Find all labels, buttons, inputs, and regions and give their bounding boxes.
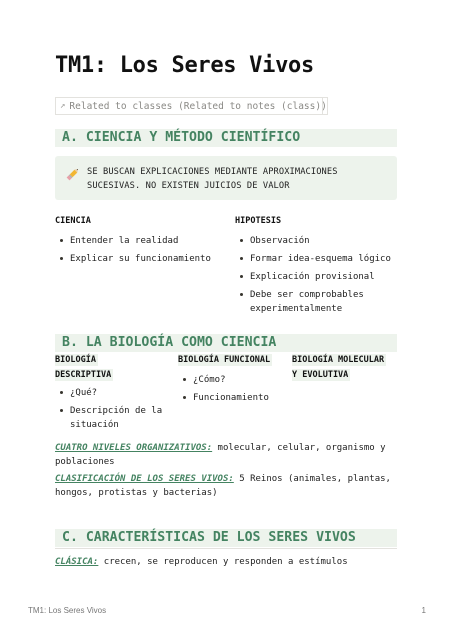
header-line: Y EVOLUTIVA bbox=[292, 370, 349, 380]
related-classes-text: Related to classes (Related to notes (class)) bbox=[69, 100, 327, 112]
ciencia-header: CIENCIA bbox=[55, 216, 91, 226]
biologia-molecular-header bbox=[292, 353, 386, 383]
list-item: ¿Cómo? bbox=[178, 373, 288, 387]
biologia-funcional-list bbox=[178, 373, 288, 409]
footer-doc-title: TM1: Los Seres Vivos bbox=[28, 606, 107, 615]
biologia-descriptiva-header bbox=[55, 353, 113, 383]
hipotesis-list bbox=[235, 234, 400, 320]
list-item: Funcionamiento bbox=[178, 391, 288, 405]
list-item: Debe ser comprobables experimentalmente bbox=[235, 288, 400, 316]
arrow-up-right-icon: ↗ bbox=[60, 101, 66, 111]
clasica-text: crecen, se reproducen y responden a estímulos bbox=[98, 557, 348, 567]
section-b-heading: B. LA BIOLOGÍA COMO CIENCIA bbox=[55, 334, 397, 352]
header-line: BIOLOGÍA FUNCIONAL bbox=[178, 355, 271, 365]
clasica-label: CLÁSICA: bbox=[55, 557, 99, 567]
relation-border-cap bbox=[322, 97, 328, 115]
pencil-icon bbox=[65, 166, 81, 182]
list-item: Formar idea-esquema lógico bbox=[235, 252, 400, 266]
related-classes-link[interactable] bbox=[55, 97, 327, 115]
biologia-funcional-header bbox=[178, 353, 272, 368]
clasificacion-text: 5 Reinos (animales, plantas, hongos, protistas y bacterias) bbox=[55, 474, 391, 498]
section-a-heading: A. CIENCIA Y MÉTODO CIENTÍFICO bbox=[55, 129, 397, 147]
niveles-text: molecular, celular, organismo y poblaciones bbox=[55, 443, 386, 467]
niveles-label: CUATRO NIVELES ORGANIZATIVOS: bbox=[55, 443, 213, 453]
footer-page-number: 1 bbox=[421, 606, 426, 615]
ciencia-list bbox=[55, 234, 225, 270]
section-divider bbox=[55, 548, 397, 549]
list-item: Entender la realidad bbox=[55, 234, 225, 248]
header-line: BIOLOGÍA bbox=[55, 355, 96, 365]
clasica-paragraph bbox=[55, 555, 395, 569]
page-title: TM1: Los Seres Vivos bbox=[55, 53, 314, 78]
niveles-organizativos bbox=[55, 441, 395, 469]
callout-text: SE BUSCAN EXPLICACIONES MEDIANTE APROXIMACIONES SUCESIVAS. NO EXISTEN JUICIOS DE VALOR bbox=[87, 167, 338, 191]
biologia-descriptiva-list bbox=[55, 386, 167, 436]
hipotesis-header: HIPOTESIS bbox=[235, 216, 282, 226]
list-item: Descripción de la situación bbox=[55, 404, 167, 432]
list-item: Observación bbox=[235, 234, 400, 248]
clasificacion-seres-vivos bbox=[55, 472, 395, 500]
clasificacion-label: CLASIFICACIÓN DE LOS SERES VIVOS: bbox=[55, 474, 234, 484]
header-line: BIOLOGÍA MOLECULAR bbox=[292, 355, 385, 365]
callout-box bbox=[55, 156, 397, 200]
header-line: DESCRIPTIVA bbox=[55, 370, 112, 380]
list-item: ¿Qué? bbox=[55, 386, 167, 400]
list-item: Explicación provisional bbox=[235, 270, 400, 284]
section-c-heading: C. CARACTERÍSTICAS DE LOS SERES VIVOS bbox=[55, 529, 397, 547]
list-item: Explicar su funcionamiento bbox=[55, 252, 225, 266]
